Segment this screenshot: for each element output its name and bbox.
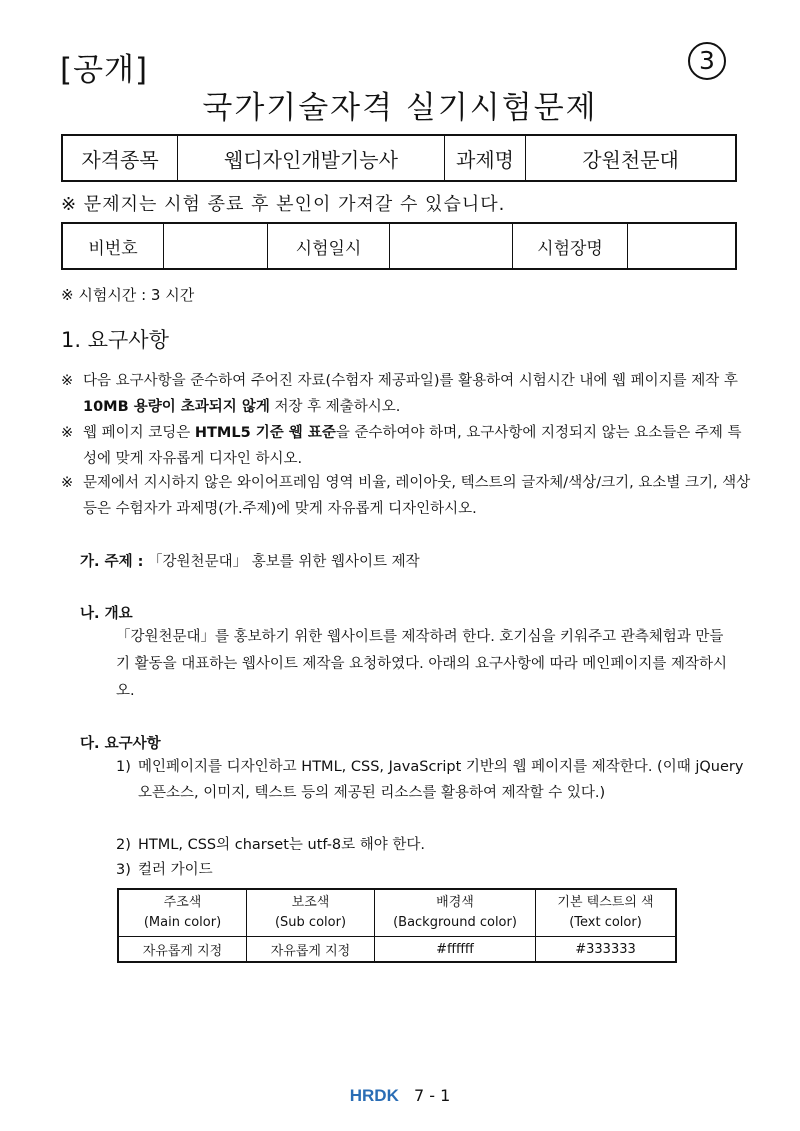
qualification-table — [61, 134, 737, 182]
requirement-item: ※ 문제에서 지시하지 않은 와이어프레임 영역 비율, 레이아웃, 텍스트의 글자체/색상/크기, 요소별 크기, 색상 등은 수험자가 과제명(가.주제)에 맞게 자유롭게 디자인하시오. — [61, 470, 751, 522]
topic-text: 「강원천문대」 홍보를 위한 웹사이트 제작 — [148, 554, 420, 570]
public-badge: [공개] — [60, 52, 149, 88]
exam-date-value — [390, 223, 513, 269]
requirement-subitem: 2) HTML, CSS의 charset는 utf-8로 해야 한다. — [116, 837, 426, 853]
overview-label: 나. 개요 — [80, 606, 133, 622]
exam-site-value — [628, 223, 737, 269]
overview-text: 「강원천문대」를 홍보하기 위한 웹사이트를 제작하려 한다. 호기심을 키워주고 관측체험과 만들기 활동을 대표하는 웹사이트 제작을 요청하였다. 아래의 요구사항에 따라 메인페이지를 제작하시오. — [116, 629, 727, 699]
sub-color-value: 자유롭게 지정 — [247, 937, 375, 963]
seat-number-value — [164, 223, 268, 269]
seat-number-label: 비번호 — [62, 223, 164, 269]
page-title: 국가기술자격 실기시험문제 — [202, 90, 598, 126]
problem-number: 3 — [688, 42, 726, 80]
main-color-value: 자유롭게 지정 — [118, 937, 247, 963]
text-color-value: #333333 — [536, 937, 677, 963]
sub-color-header: 보조색 (Sub color) — [247, 889, 375, 937]
requirements-label: 다. 요구사항 — [80, 736, 161, 752]
note-mark: ※ — [61, 425, 74, 441]
requirement-subitem: 3) 컬러 가이드 — [116, 862, 213, 878]
notice-text: ※ 문제지는 시험 종료 후 본인이 가져갈 수 있습니다. — [61, 194, 506, 215]
qualification-value: 웹디자인개발기능사 — [178, 135, 445, 181]
exam-site-label: 시험장명 — [513, 223, 628, 269]
task-name-value: 강원천문대 — [526, 135, 737, 181]
requirement-subitem: 1) 메인페이지를 디자인하고 HTML, CSS, JavaScript 기반의 웹 페이지를 제작한다. (이때 jQuery 오픈소스, 이미지, 텍스트 등의 제공된 리소스를 활용하여 제작할 수 있다.) — [116, 759, 744, 801]
color-guide-table — [117, 888, 677, 963]
main-color-header: 주조색 (Main color) — [118, 889, 247, 937]
task-name-label: 과제명 — [445, 135, 526, 181]
text-color-header: 기본 텍스트의 색 (Text color) — [536, 889, 677, 937]
exam-info-table — [61, 222, 737, 270]
note-mark: ※ — [61, 475, 74, 491]
topic-label: 가. 주제 : — [80, 554, 144, 570]
page-number: 7 - 1 — [413, 1086, 451, 1105]
hrdk-logo: HRDK — [349, 1086, 399, 1105]
topic-line — [80, 550, 420, 571]
note-mark: ※ — [61, 373, 74, 389]
requirement-item: ※ 웹 페이지 코딩은 HTML5 기준 웹 표준을 준수하여야 하며, 요구사항에 지정되지 않는 요소들은 주제 특성에 맞게 자유롭게 디자인 하시오. — [61, 420, 751, 472]
section-heading: 1. 요구사항 — [61, 328, 169, 352]
qualification-label: 자격종목 — [62, 135, 178, 181]
exam-date-label: 시험일시 — [268, 223, 390, 269]
page-footer — [0, 1086, 800, 1106]
requirement-item: ※ 다음 요구사항을 준수하여 주어진 자료(수험자 제공파일)를 활용하여 시험시간 내에 웹 페이지를 제작 후 10MB 용량이 초과되지 않게 저장 후 제출하시오. — [61, 368, 751, 420]
background-color-header: 배경색 (Background color) — [375, 889, 536, 937]
exam-time: ※ 시험시간 : 3 시간 — [61, 286, 195, 304]
background-color-value: #ffffff — [375, 937, 536, 963]
